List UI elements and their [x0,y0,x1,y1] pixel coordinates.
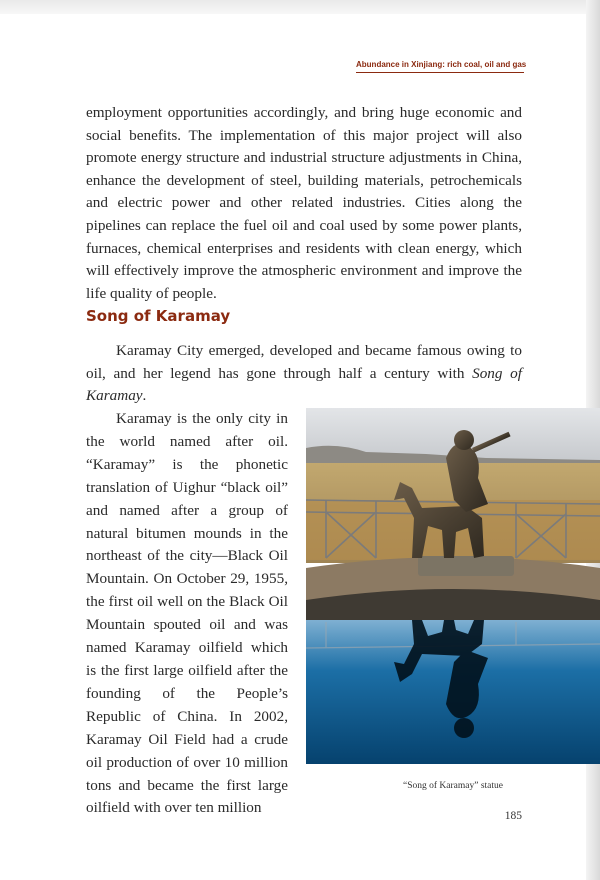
paragraph-2-end: . [142,387,147,405]
body-paragraph-3: Karamay is the only city in the world named after oil. “Karamay” is the phonetic translation of Uighur “black oil” and named after a group of natural bitumen mounds in the northeast of the city—Black Oil Mountain. On October 29, 1955, the first oil well on the Black Oil Mountain spouted oil and was named Karamay oilfield which is the first large oilfield after the founding of the People’s Republic of China. In 2002, Karamay Oil Field had a crude oil production of over 10 million tons and became the first large oilfield with over ten million [86,410,288,817]
paragraph-2-text: Karamay City emerged, developed and became famous owing to oil, and her legend has gone through half a century with [86,342,522,382]
statue-illustration [306,408,600,764]
body-paragraph-1: employment opportunities accordingly, and bring huge economic and social benefits. The implementation of this major project will also promote energy structure and industrial structure adjustments in China, enhance the development of steel, building materials, petrochemicals and electric power and other related industries. Cities along the pipelines can replace the fuel oil and coal used by some power plants, furnaces, chemical enterprises and residents with clean energy, which will effectively improve the atmospheric environment and improve the life quality of people. [86,104,522,302]
body-paragraph-2 [86,340,522,408]
page-number: 185 [504,810,522,822]
running-header: Abundance in Xinjiang: rich coal, oil and gas [356,60,527,69]
running-header-rule [356,72,524,73]
statue-pedestal [418,556,514,576]
figure-caption: “Song of Karamay” statue [403,781,503,791]
section-heading: Song of Karamay [86,307,231,325]
statue-photo [306,408,600,764]
page-top-edge [0,0,600,14]
song-title-italic: Song of Karamay [86,364,522,405]
